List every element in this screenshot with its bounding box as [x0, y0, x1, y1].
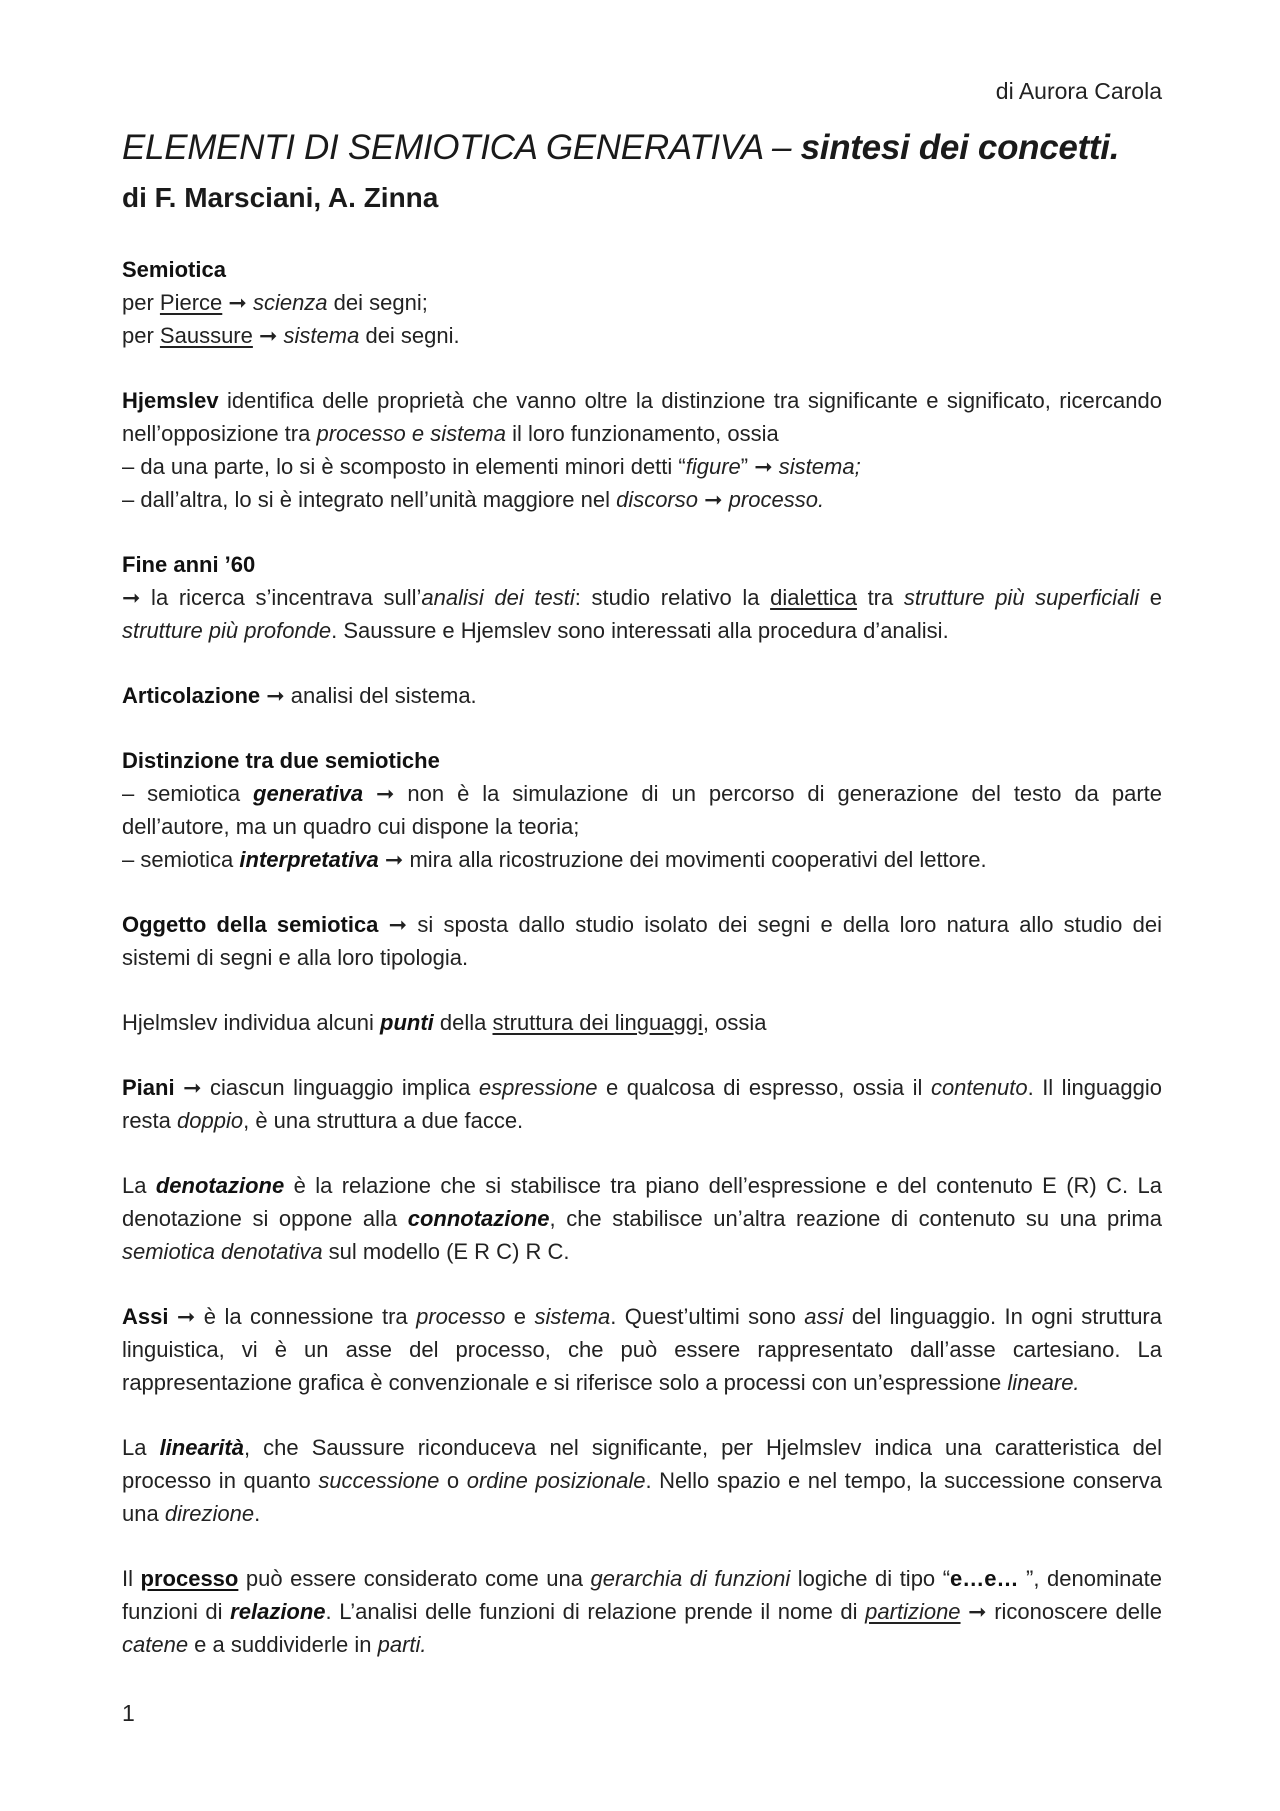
text: , che stabilisce un’altra reazione di contenuto su una prima [549, 1206, 1162, 1231]
text: sul modello (E R C) R C. [322, 1239, 570, 1264]
text: identifica delle proprietà che vanno oltre la distinzione tra significante e significato, ricercando nell’opposizione tra [122, 388, 1162, 446]
italic-term: strutture più profonde [122, 618, 332, 643]
bold-italic-term: connotazione [407, 1206, 550, 1231]
text: del linguaggio. In ogni struttura linguistica, vi è un asse del processo, che può essere rappresentato dall’asse cartesiano. La rappresentazione grafica è convenzionale e si riferisce solo a processi con un’espressione [122, 1304, 1162, 1395]
italic-term: scienza [252, 290, 328, 315]
italic-underlined-term: partizione [865, 1599, 961, 1624]
text: ➞ analisi del sistema. [260, 683, 477, 708]
section-heading: Fine anni ’60 [122, 552, 256, 577]
text: ➞ la ricerca s’incentrava sull’ [122, 585, 422, 610]
text: ➞ mira alla ricostruzione dei movimenti cooperativi del lettore. [378, 847, 987, 872]
italic-term: catene [122, 1632, 189, 1657]
section-processo [122, 1562, 1162, 1661]
text: dei segni. [359, 323, 460, 348]
section-hjemslev [122, 384, 1162, 516]
italic-term: lineare. [1007, 1370, 1080, 1395]
bold-italic-term: punti [380, 1010, 434, 1035]
section-articolazione [122, 679, 1162, 712]
underlined-term: struttura dei linguaggi [492, 1010, 703, 1035]
section-denotazione [122, 1169, 1162, 1268]
bold-term: Articolazione [122, 683, 261, 708]
text: – semiotica [122, 781, 254, 806]
italic-term: contenuto [930, 1075, 1028, 1100]
arrow-text: ➞ [252, 323, 284, 348]
section-fine-anni-60 [122, 548, 1162, 647]
document-body [122, 253, 1162, 1693]
document-byline: di F. Marsciani, A. Zinna [122, 182, 439, 213]
arrow-text: ➞ [698, 487, 729, 512]
italic-term: espressione [478, 1075, 598, 1100]
italic-term: discorso [616, 487, 698, 512]
bold-italic-term: interpretativa [239, 847, 379, 872]
text: Il [122, 1566, 141, 1591]
text: : studio relativo la [574, 585, 771, 610]
text: ➞ non è la simulazione di un percorso di generazione del testo da parte dell’autore, ma un quadro cui dispone la teoria; [122, 781, 1163, 839]
section-heading: Distinzione tra due semiotiche [122, 748, 440, 773]
text: Hjelmslev individua alcuni [122, 1010, 381, 1035]
text: ”, denominate funzioni di [122, 1566, 1162, 1624]
text: ➞ si sposta dallo studio isolato dei segni e della loro natura allo studio dei sistemi di segni e alla loro tipologia. [122, 912, 1162, 970]
text: ➞ riconoscere delle [960, 1599, 1162, 1624]
italic-term: strutture più superficiali [903, 585, 1140, 610]
text: , che Saussure riconduceva nel significante, per Hjelmslev indica una caratteristica del processo in quanto [122, 1435, 1162, 1493]
italic-term: parti. [377, 1632, 427, 1657]
text: è la relazione che si stabilisce tra piano dell’espressione e del contenuto E (R) C. La denotazione si oppone alla [122, 1173, 1162, 1231]
bold-term: Hjemslev [122, 388, 219, 413]
section-piani [122, 1071, 1162, 1137]
text: . Nello spazio e nel tempo, la successione conserva una [122, 1468, 1162, 1526]
italic-term: direzione [164, 1501, 255, 1526]
text: La [122, 1173, 156, 1198]
text: La [122, 1435, 160, 1460]
bold-term: Piani [122, 1075, 175, 1100]
italic-term: doppio [177, 1108, 244, 1133]
italic-term: analisi dei testi [421, 585, 575, 610]
italic-term: sistema [534, 1304, 611, 1329]
text: , ossia [702, 1010, 767, 1035]
page-number: 1 [122, 1700, 135, 1726]
italic-term: sistema; [778, 454, 861, 479]
italic-term: assi [804, 1304, 844, 1329]
bold-term: Assi [122, 1304, 169, 1329]
bold-italic-term: linearità [159, 1435, 244, 1460]
bold-italic-term: generativa [253, 781, 364, 806]
bold-term: Oggetto della semiotica [122, 912, 379, 937]
section-punti [122, 1006, 1162, 1039]
section-heading: Semiotica [122, 257, 226, 282]
text: e a suddividerle in [188, 1632, 378, 1657]
text: . Quest’ultimi sono [610, 1304, 805, 1329]
arrow-text: ➞ [222, 290, 253, 315]
document-title [122, 128, 1119, 168]
section-assi [122, 1300, 1162, 1399]
text: o [439, 1468, 467, 1493]
italic-term: successione [318, 1468, 440, 1493]
text: , è una struttura a due facce. [243, 1108, 524, 1133]
italic-term: figure [685, 454, 741, 479]
text: . [254, 1501, 261, 1526]
author-note: di Aurora Carola [995, 78, 1162, 104]
title-main: ELEMENTI DI SEMIOTICA GENERATIVA – [122, 128, 801, 167]
text: per [122, 290, 160, 315]
bold-term: e…e… [950, 1566, 1027, 1591]
bold-italic-term: relazione [230, 1599, 326, 1624]
italic-term: processo. [728, 487, 825, 512]
text: . Saussure e Hjemslev sono interessati alla procedura d’analisi. [331, 618, 949, 643]
italic-term: processo [416, 1304, 506, 1329]
text: – da una parte, lo si è scomposto in elementi minori detti “ [122, 454, 686, 479]
bold-italic-term: denotazione [155, 1173, 285, 1198]
underlined-term: dialettica [770, 585, 857, 610]
text: della [433, 1010, 493, 1035]
arrow-text: ” ➞ [740, 454, 779, 479]
text: per [122, 323, 160, 348]
bold-underlined-term: processo [140, 1566, 239, 1591]
text: può essere considerato come una [238, 1566, 591, 1591]
text: . Il linguaggio resta [122, 1075, 1162, 1133]
underlined-term: Pierce [159, 290, 223, 315]
text: e [1139, 585, 1162, 610]
italic-term: sistema [283, 323, 360, 348]
italic-term: processo e sistema [316, 421, 506, 446]
text: – semiotica [122, 847, 240, 872]
text: tra [856, 585, 904, 610]
title-subtitle: sintesi dei concetti. [800, 128, 1120, 167]
text: ➞ ciascun linguaggio implica [174, 1075, 479, 1100]
italic-term: gerarchia di funzioni [590, 1566, 791, 1591]
text: ➞ è la connessione tra [168, 1304, 417, 1329]
section-distinzione [122, 744, 1162, 876]
italic-term: semiotica denotativa [122, 1239, 323, 1264]
section-semiotica [122, 253, 1162, 352]
text: e qualcosa di espresso, ossia il [597, 1075, 931, 1100]
text: il loro funzionamento, ossia [506, 421, 779, 446]
section-oggetto [122, 908, 1162, 974]
text: – dall’altra, lo si è integrato nell’unità maggiore nel [122, 487, 617, 512]
underlined-term: Saussure [159, 323, 253, 348]
italic-term: ordine posizionale [466, 1468, 646, 1493]
text: e [505, 1304, 535, 1329]
text: dei segni; [327, 290, 428, 315]
text: logiche di tipo “ [790, 1566, 951, 1591]
section-linearita [122, 1431, 1162, 1530]
text: . L’analisi delle funzioni di relazione prende il nome di [325, 1599, 866, 1624]
